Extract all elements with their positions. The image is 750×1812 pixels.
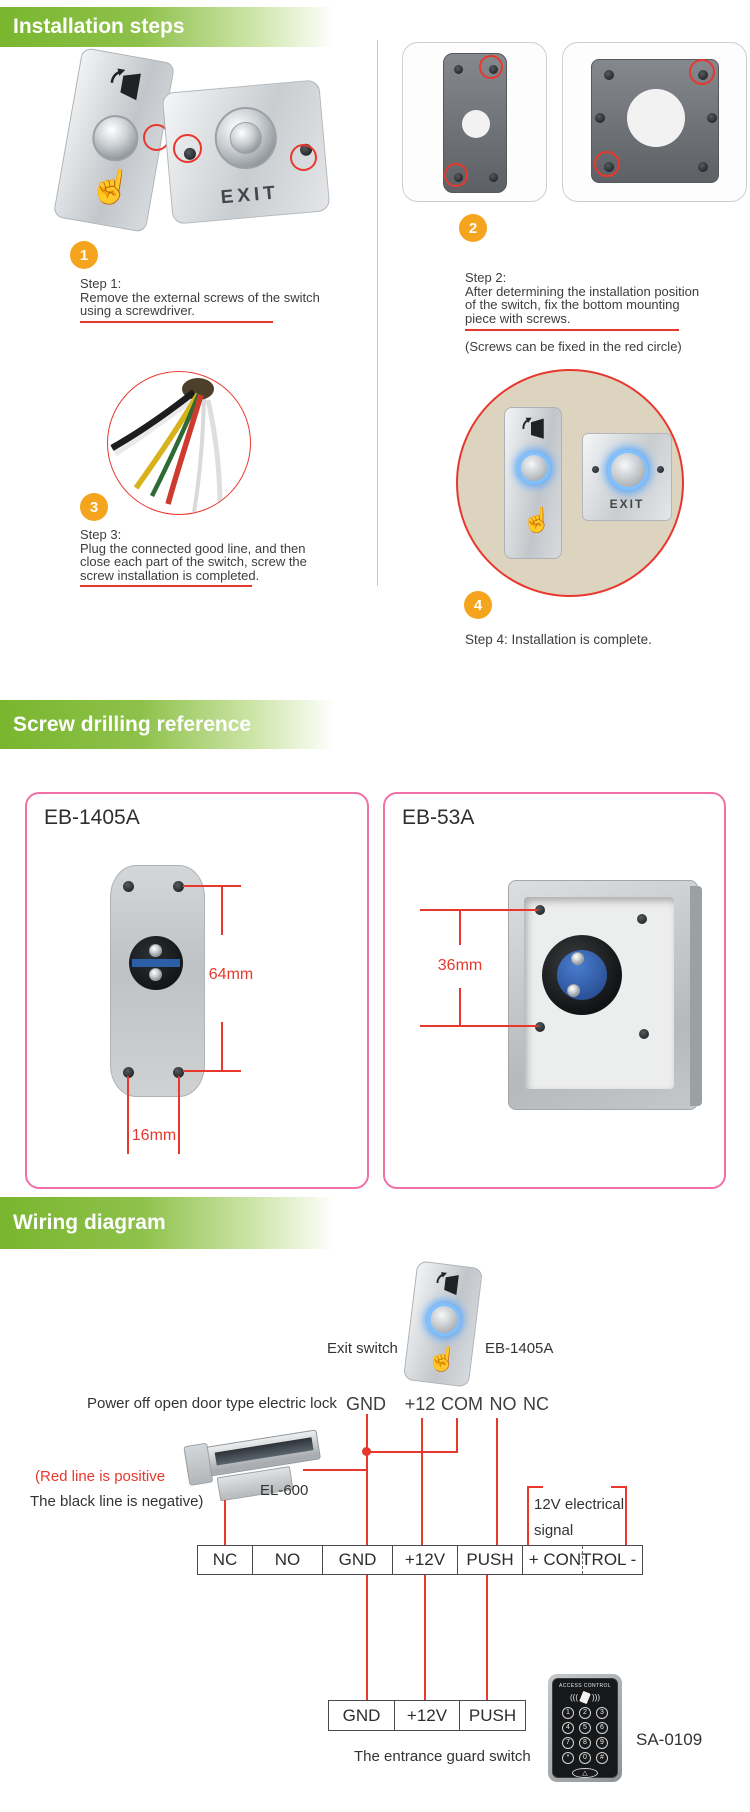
step3-badge: [80, 493, 108, 521]
rfid-waves-left: (((: [570, 1693, 578, 1702]
bell-icon: △: [582, 1770, 588, 1777]
keypad-face: [552, 1678, 618, 1778]
dim-line: [221, 886, 223, 935]
eb1405a-back-plate: [110, 865, 205, 1097]
black-line-note: The black line is negative): [30, 1493, 204, 1510]
dim-line: [183, 885, 241, 887]
wire-plus12: [421, 1418, 423, 1546]
exit-label: EXIT: [609, 497, 645, 511]
step3-line: screw installation is completed.: [80, 567, 260, 583]
badge-number: 2: [468, 219, 478, 237]
terminal-screw: [149, 944, 162, 957]
step3-line: close each part of the switch, screw the: [80, 554, 307, 569]
dim-16mm: 16mm: [131, 1127, 177, 1144]
rfid-icon: [570, 1692, 600, 1703]
step3-title: Step 3:: [80, 527, 122, 542]
square-exit-switch: [582, 433, 672, 521]
installation-steps-banner: [0, 7, 352, 47]
door-icon: [519, 416, 549, 442]
key-star: *: [562, 1752, 574, 1764]
box-side: [690, 886, 702, 1106]
screw-hole: [707, 113, 717, 123]
signal-bracket-right: [611, 1486, 627, 1488]
dim-line: [459, 988, 461, 1026]
step2-line: After determining the installation position: [465, 283, 700, 299]
wire-junction-dot: [362, 1447, 371, 1456]
wires-image: [108, 372, 250, 514]
key-0: 0: [579, 1752, 591, 1764]
model-label: EB-53A: [402, 806, 475, 829]
red-circle-screw: [444, 163, 468, 187]
step3-line: Plug the connected good line, and then: [80, 540, 306, 556]
step4-photo-installed: [456, 369, 684, 597]
step2-photo-narrow-plate: [402, 42, 547, 202]
step1-line: using a screwdriver.: [80, 303, 195, 318]
key-1: 1: [562, 1707, 574, 1719]
keypad-image: [548, 1674, 622, 1782]
terminal-com: COM: [441, 1394, 483, 1414]
screw-hole: [454, 65, 463, 74]
step1-text: [80, 277, 342, 318]
red-circle-screw: [173, 134, 202, 163]
wire-no: [496, 1418, 498, 1546]
screw-hole: [595, 113, 605, 123]
badge-number: 4: [473, 596, 483, 614]
step4-caption: Step 4: Installation is complete.: [465, 632, 652, 647]
key-8: 8: [579, 1737, 591, 1749]
dim-line: [420, 909, 538, 911]
dim-36mm: 36mm: [437, 957, 483, 974]
glowing-push-button: [518, 452, 550, 484]
door-icon: [431, 1270, 464, 1299]
cell-no: NO: [252, 1545, 323, 1575]
card-icon: [579, 1691, 591, 1704]
signal-bracket-left: [527, 1486, 543, 1488]
wire-com-gnd-bridge: [366, 1451, 458, 1453]
model-label: EB-1405A: [44, 806, 140, 829]
key-7: 7: [562, 1737, 574, 1749]
wiring-diagram-banner: [0, 1197, 352, 1249]
step2-line: of the switch, fix the bottom mounting: [465, 297, 680, 312]
cell2-gnd: GND: [328, 1700, 395, 1731]
step2-title: Step 2:: [465, 270, 507, 285]
screw-drilling-banner: [0, 700, 352, 749]
terminal-screw: [571, 952, 584, 965]
dim-line: [183, 1070, 241, 1072]
step3-text: [80, 528, 342, 582]
terminal-screw: [149, 968, 162, 981]
screw-hole: [637, 914, 647, 924]
hand-icon: ☝: [522, 507, 552, 534]
column-divider: [377, 40, 378, 586]
terminal-no: NO: [489, 1394, 517, 1414]
key-3: 3: [596, 1707, 608, 1719]
step1-title: Step 1:: [80, 276, 122, 291]
cell-control: + CONTROL -: [522, 1545, 643, 1575]
glowing-push-button: [426, 1301, 463, 1338]
terminal-bar: [132, 959, 180, 967]
red-underline: [80, 585, 252, 587]
red-circle-screw: [594, 151, 620, 177]
control-dashed-divider: [582, 1546, 583, 1574]
exit-switch-model: EB-1405A: [485, 1340, 554, 1357]
step4-badge: [464, 591, 492, 619]
banner-title: Screw drilling reference: [13, 712, 252, 736]
step2-note: (Screws can be fixed in the red circle): [465, 339, 682, 354]
screw-hole: [698, 162, 708, 172]
entrance-guard-label: The entrance guard switch: [354, 1748, 531, 1765]
signal-label-line1: 12V electrical: [534, 1496, 625, 1513]
signal-label-line2: signal: [534, 1522, 574, 1539]
wire-push-lower: [486, 1574, 488, 1701]
cell2-plus12v: +12V: [394, 1700, 460, 1731]
dim-line: [127, 1076, 129, 1154]
key-6: 6: [596, 1722, 608, 1734]
wire-gnd: [366, 1414, 368, 1546]
red-circle-screw: [479, 55, 503, 79]
key-9: 9: [596, 1737, 608, 1749]
hand-icon: ☝: [426, 1344, 460, 1375]
wire-gnd-lower: [366, 1574, 368, 1701]
red-circle-screw: [290, 144, 317, 171]
step1-line: Remove the external screws of the switch: [80, 289, 320, 305]
screw-hole: [489, 173, 498, 182]
red-underline: [80, 321, 273, 323]
wire-com: [456, 1418, 458, 1453]
terminal-gnd: GND: [346, 1394, 386, 1414]
lock-model-label: EL-600: [260, 1482, 309, 1499]
key-2: 2: [579, 1707, 591, 1719]
cell-push: PUSH: [457, 1545, 523, 1575]
step2-badge: [459, 214, 487, 242]
push-button: [89, 112, 142, 165]
dim-64mm: 64mm: [208, 966, 254, 983]
step2-text: [465, 271, 733, 325]
keypad-title: ACCESS CONTROL: [559, 1683, 611, 1689]
dim-line: [459, 910, 461, 945]
wire-signal-right: [625, 1486, 627, 1546]
screw-hole: [592, 466, 599, 473]
screw-hole: [657, 466, 664, 473]
step2-photo-square-plate: [562, 42, 747, 202]
key-hash: #: [596, 1752, 608, 1764]
plate-hole: [462, 110, 490, 138]
cell-gnd: GND: [322, 1545, 393, 1575]
cell2-push: PUSH: [459, 1700, 526, 1731]
dim-line: [221, 1022, 223, 1072]
dim-line: [420, 1025, 538, 1027]
keypad-model-label: SA-0109: [636, 1730, 703, 1749]
banner-title: Installation steps: [13, 15, 185, 38]
step1-photo: [55, 48, 335, 238]
maglock-image: [179, 1409, 317, 1431]
badge-number: 3: [89, 498, 99, 516]
red-circle-screw: [689, 59, 715, 85]
terminal-screw: [567, 984, 580, 997]
screw-hole: [535, 1022, 545, 1032]
wire-lock-positive: [303, 1469, 368, 1471]
cell-plus12v: +12V: [392, 1545, 458, 1575]
badge-number: 1: [79, 246, 89, 264]
hand-icon: ☝: [86, 164, 136, 210]
terminal-block: [129, 936, 183, 990]
screw-hole: [604, 70, 614, 80]
dim-line: [178, 1076, 180, 1154]
wiring-exit-switch-image: [403, 1260, 483, 1387]
step1-badge: [70, 241, 98, 269]
key-4: 4: [562, 1722, 574, 1734]
cell-nc: NC: [197, 1545, 253, 1575]
plate-hole: [627, 89, 685, 147]
wire-lock-nc: [224, 1500, 226, 1546]
door-icon: [103, 65, 148, 105]
wire-plus12-lower: [424, 1574, 426, 1701]
lock-label: Power off open door type electric lock: [87, 1395, 337, 1412]
step2-line: piece with screws.: [465, 310, 571, 326]
red-underline: [465, 329, 679, 331]
exit-switch-label: Exit switch: [327, 1340, 398, 1357]
rfid-waves-right: ))): [592, 1693, 600, 1702]
glowing-push-button: [608, 450, 648, 490]
wire-signal-left: [527, 1486, 529, 1546]
step3-photo-wires: [107, 371, 251, 515]
red-line-note: (Red line is positive: [35, 1468, 166, 1485]
bell-button: [572, 1768, 598, 1778]
narrow-exit-switch: [504, 407, 562, 559]
screw-hole: [639, 1029, 649, 1039]
banner-title: Wiring diagram: [13, 1211, 166, 1234]
screw-hole: [123, 881, 134, 892]
keypad-keys: [562, 1707, 608, 1764]
terminal-nc: NC: [523, 1394, 549, 1414]
exit-label: EXIT: [219, 182, 280, 209]
key-5: 5: [579, 1722, 591, 1734]
terminal-plus12: +12: [404, 1394, 436, 1414]
